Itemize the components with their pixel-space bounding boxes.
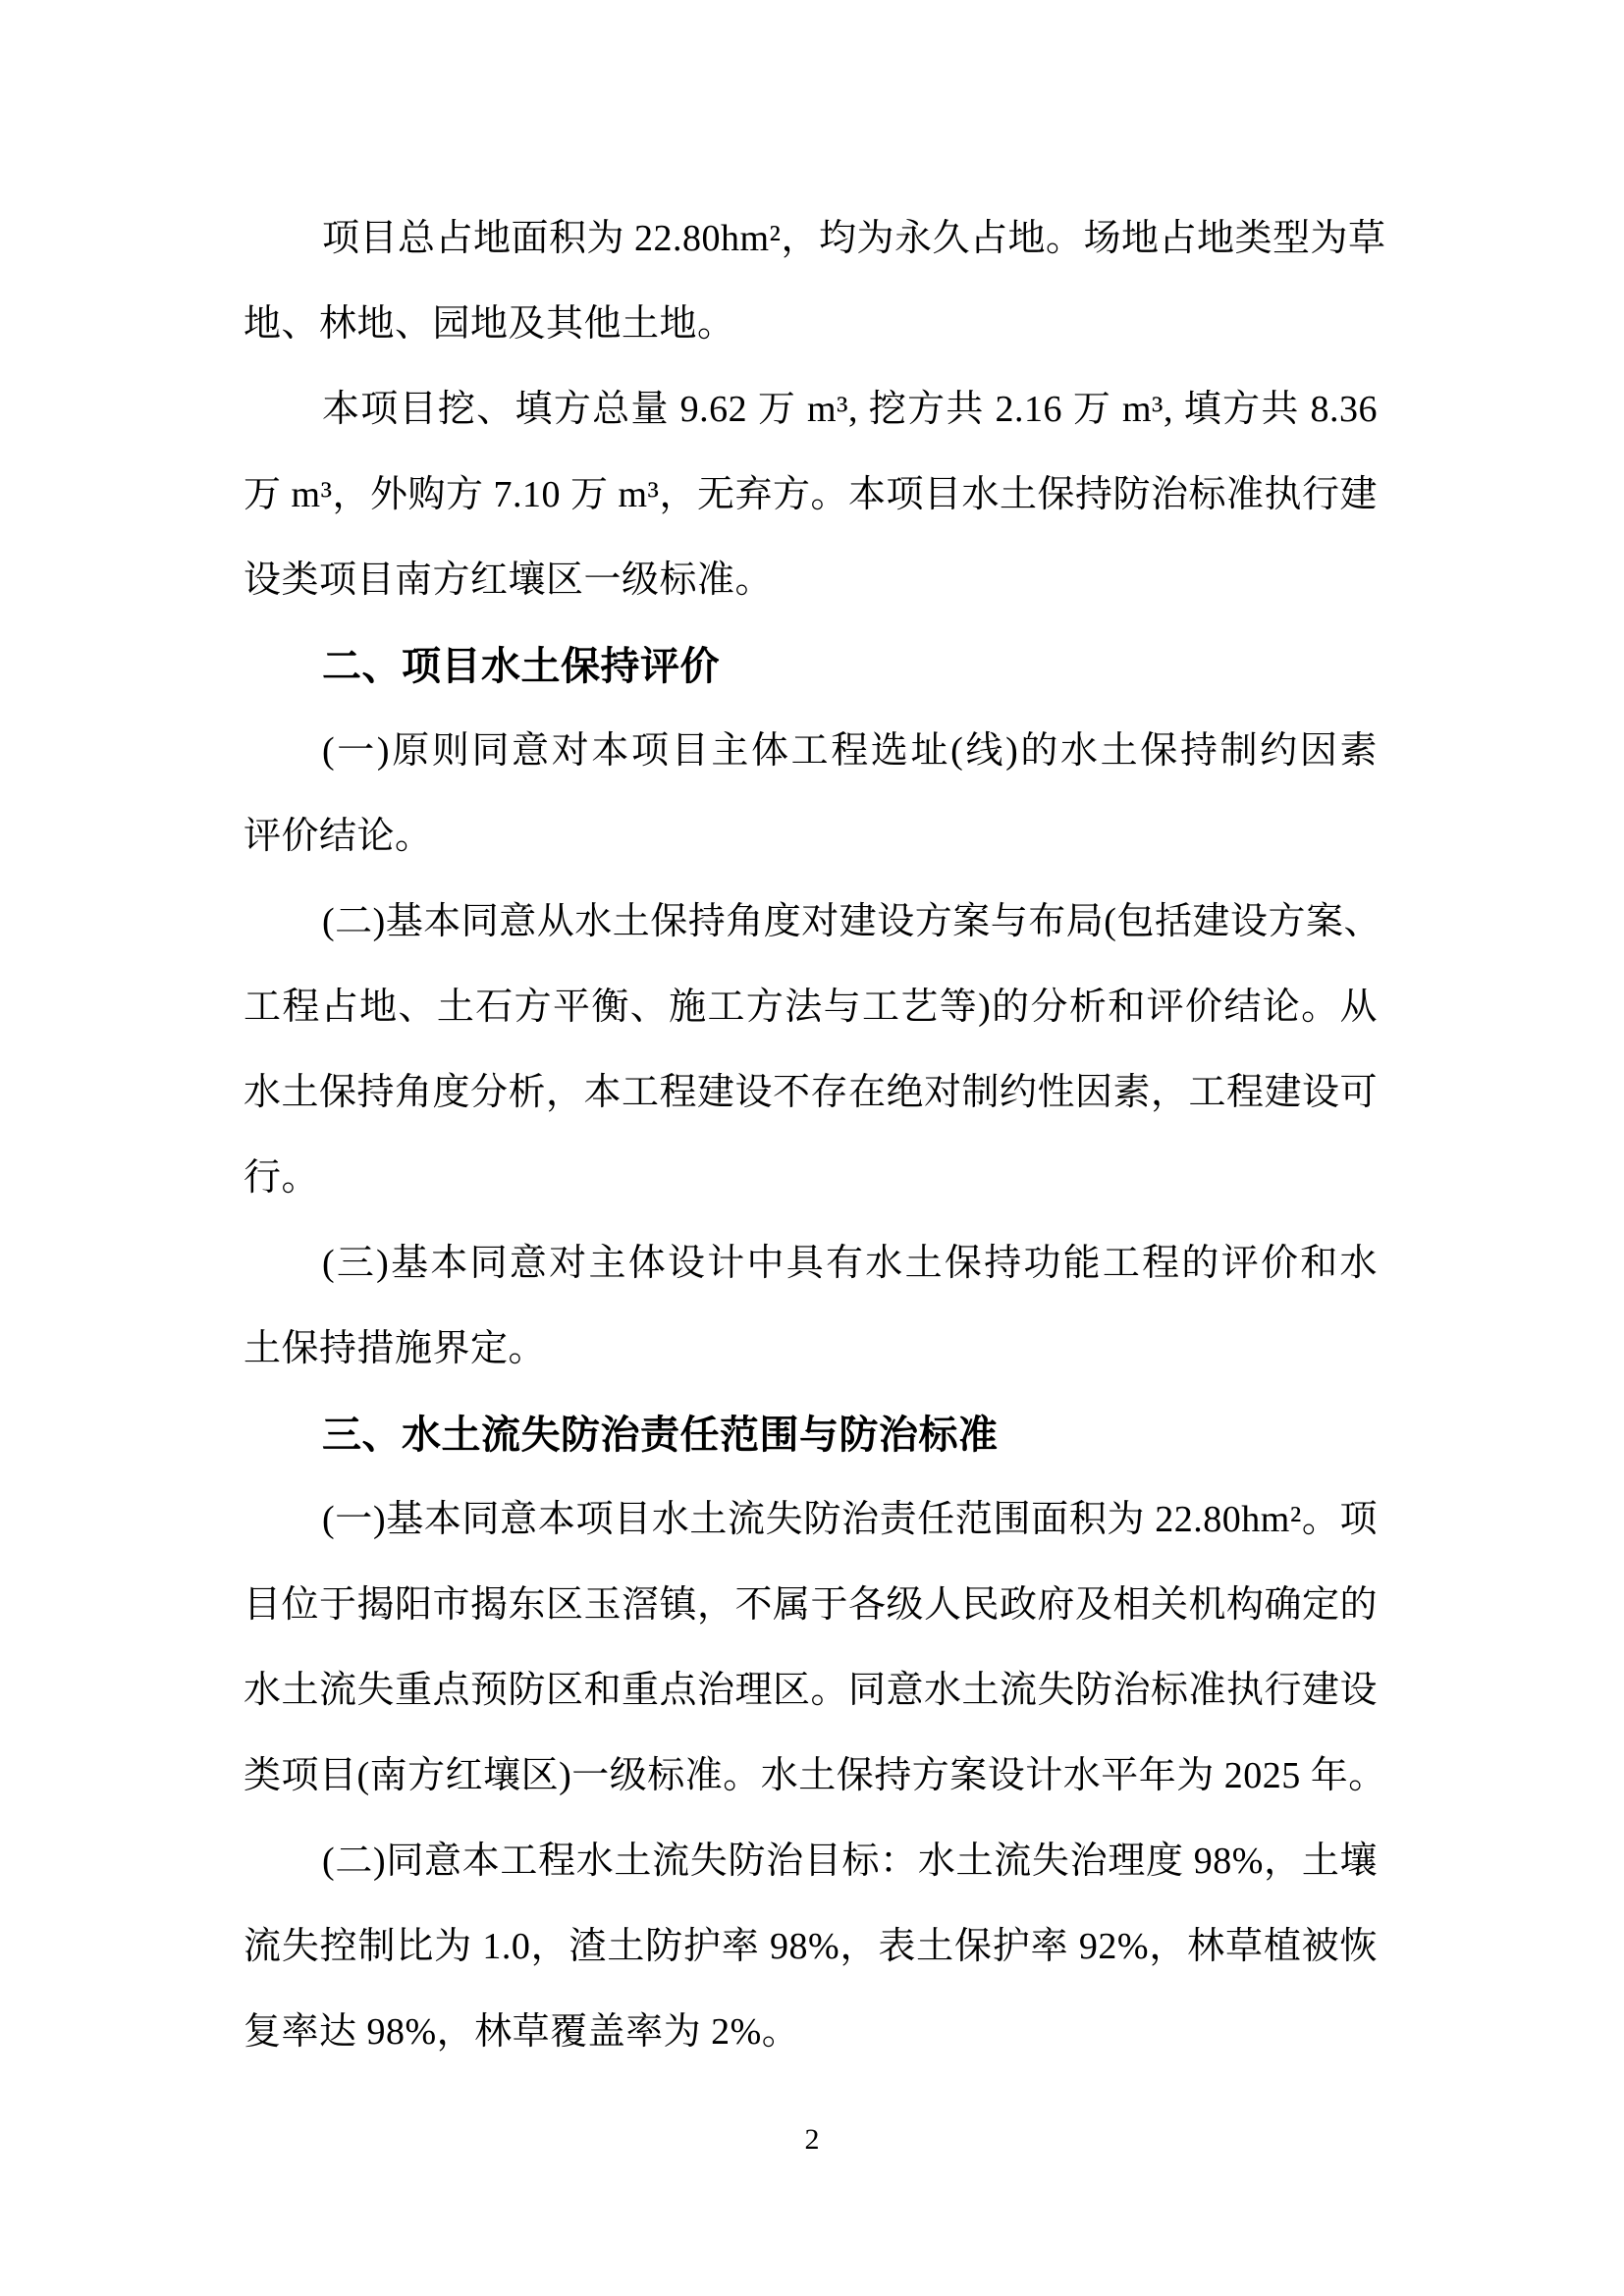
doc-line: 流失控制比为 1.0，渣土防护率 98%，表土保护率 92%，林草植被恢 — [244, 1926, 1378, 1967]
doc-line: 类项目(南方红壤区)一级标准。水土保持方案设计水平年为 2025 年。 — [244, 1755, 1386, 1796]
doc-line: (一)基本同意本项目水土流失防治责任范围面积为 22.80hm²。项 — [322, 1499, 1378, 1540]
doc-line: 复率达 98%，林草覆盖率为 2%。 — [244, 2011, 800, 2053]
document-body — [244, 196, 1386, 2075]
doc-line: (三)基本同意对主体设计中具有水土保持功能工程的评价和水 — [322, 1243, 1378, 1284]
doc-line: 万 m³，外购方 7.10 万 m³，无弃方。本项目水土保持防治标准执行建 — [244, 474, 1378, 515]
doc-line: (一)原则同意对本项目主体工程选址(线)的水土保持制约因素 — [322, 730, 1378, 772]
doc-line: 工程占地、土石方平衡、施工方法与工艺等)的分析和评价结论。从 — [244, 987, 1378, 1028]
doc-line: 本项目挖、填方总量 9.62 万 m³, 挖方共 2.16 万 m³, 填方共 8.36 — [322, 389, 1378, 430]
doc-line: 目位于揭阳市揭东区玉滘镇，不属于各级人民政府及相关机构确定的 — [244, 1584, 1379, 1626]
section-heading-2: 二、项目水土保持评价 — [322, 644, 720, 688]
doc-line: 地、林地、园地及其他土地。 — [244, 303, 735, 345]
doc-line: 设类项目南方红壤区一级标准。 — [244, 560, 774, 601]
doc-line: 行。 — [244, 1157, 320, 1199]
doc-line: 土保持措施界定。 — [244, 1328, 547, 1369]
doc-line: (二)同意本工程水土流失防治目标：水土流失治理度 98%，土壤 — [322, 1841, 1378, 1882]
doc-line: (二)基本同意从水土保持角度对建设方案与布局(包括建设方案、 — [322, 901, 1381, 942]
doc-line: 评价结论。 — [244, 816, 433, 857]
doc-line: 水土保持角度分析，本工程建设不存在绝对制约性因素，工程建设可 — [244, 1072, 1379, 1113]
doc-line: 项目总占地面积为 22.80hm²，均为永久占地。场地占地类型为草 — [322, 218, 1386, 259]
page-number: 2 — [804, 2123, 820, 2156]
section-heading-3: 三、水土流失防治责任范围与防治标准 — [322, 1413, 999, 1457]
doc-line: 水土流失重点预防区和重点治理区。同意水土流失防治标准执行建设 — [244, 1670, 1379, 1711]
